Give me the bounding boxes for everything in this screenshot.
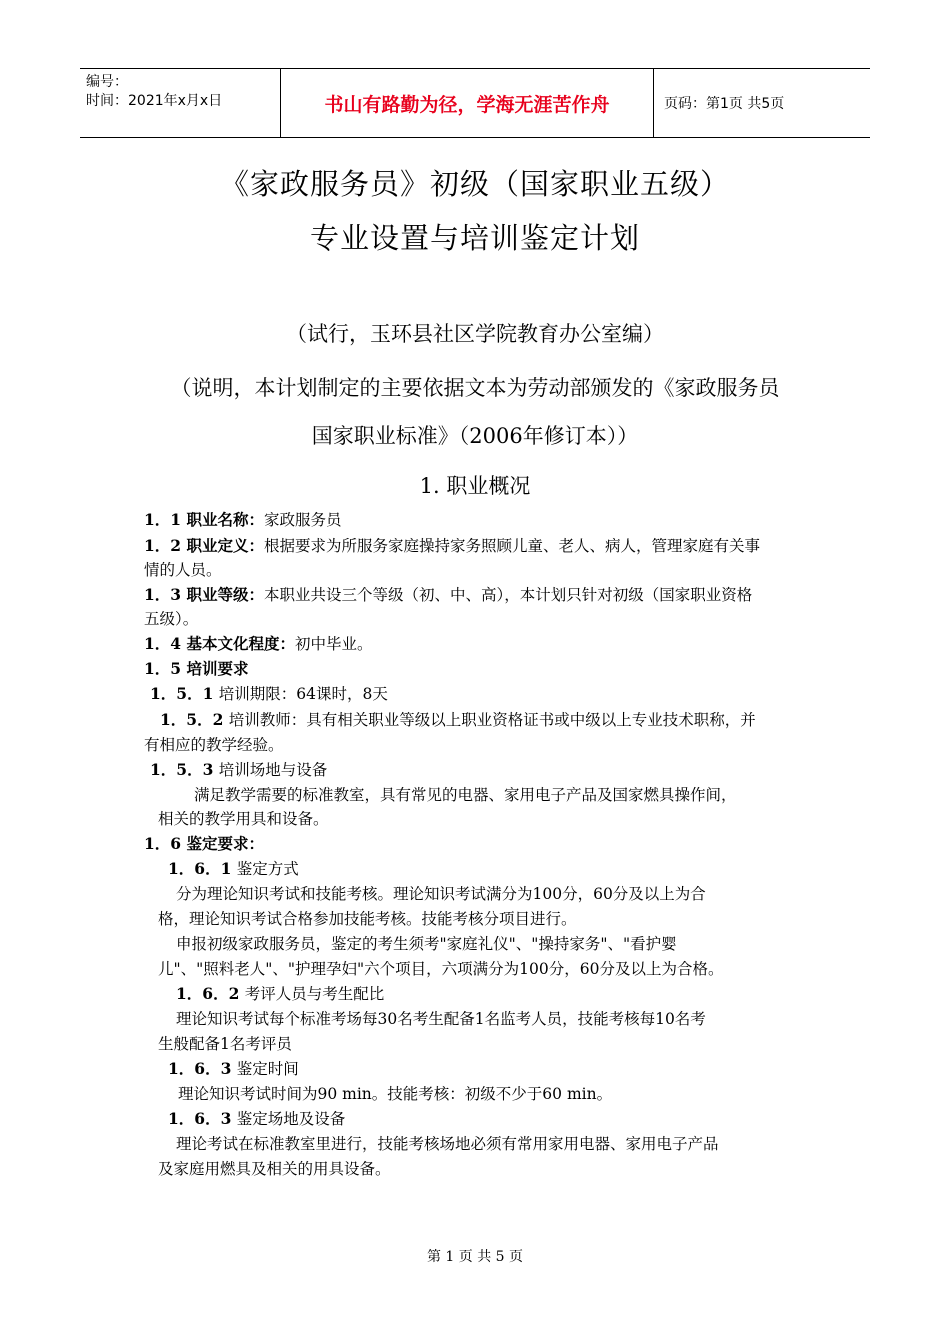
item-text: 初中毕业。 [294,635,373,653]
item-label: 1．5．1 [150,684,219,703]
item-1-6-3-b-body-b: 及家庭用燃具及相关的用具设备。 [158,1160,391,1178]
time-label: 时间：2021年x月x日 [86,93,223,109]
section-heading: 1. 职业概况 [419,474,531,498]
document-title-line2: 专业设置与培训鉴定计划 [309,221,640,255]
item-1-4 [144,632,372,654]
document-title-line1: 《家政服务员》初级（国家职业五级） [219,167,730,201]
item-text: 鉴定方式 [236,860,299,878]
header-meta [80,69,280,137]
item-text: 鉴定场地及设备 [236,1110,346,1128]
item-1-6-1 [168,857,299,879]
item-1-5: 1．5 培训要求 [144,659,249,678]
item-1-5-3-body-a: 满足教学需要的标准教室，具有常见的电器、家用电子产品及国家燃具操作间， [194,786,737,804]
item-1-6-2-body-a: 理论知识考试每个标准考场每30名考生配备1名监考人员，技能考核每10名考 [176,1010,706,1028]
item-text: 培训场地与设备 [218,761,328,779]
item-text: 鉴定时间 [236,1060,299,1078]
note-line-2: 国家职业标准》（2006年修订本）） [311,424,639,448]
header-page-info: 页码：第1页 共5页 [664,96,785,112]
page-header [80,68,870,138]
item-1-6-3-b [168,1107,345,1129]
item-1-6: 1．6 鉴定要求： [144,834,264,853]
item-1-3 [144,583,752,605]
item-1-6-2-body-b: 生般配备1名考评员 [158,1035,292,1053]
item-1-2-cont: 情的人员。 [144,561,222,579]
note-line-1: （说明，本计划制定的主要依据文本为劳动部颁发的《家政服务员 [170,376,780,400]
item-text: 家政服务员 [263,511,342,529]
item-label: 1．6．2 [176,984,245,1003]
item-text: 根据要求为所服务家庭操持家务照顾儿童、老人、病人，管理家庭有关事 [263,537,760,555]
item-1-6-1-body-b: 格，理论知识考试合格参加技能考核。技能考核分项目进行。 [158,910,577,928]
item-1-6-1-body-c: 申报初级家政服务员，鉴定的考生须考"家庭礼仪"、"操持家务"、"看护婴 [176,935,677,953]
item-1-5-3 [150,758,327,780]
subtitle: （试行，玉环县社区学院教育办公室编） [286,322,664,346]
page-footer: 第 1 页 共 5 页 [426,1249,524,1265]
item-1-6-3-a [168,1057,299,1079]
item-text: 培训期限：64课时，8天 [218,685,388,703]
item-1-6-3-b-body-a: 理论考试在标准教室里进行，技能考核场地必须有常用家用电器、家用电子产品 [176,1135,719,1153]
item-label: 1．2 职业定义： [144,536,264,555]
item-text: 本职业共设三个等级（初、中、高），本计划只针对初级（国家职业资格 [263,586,753,604]
item-label: 1．5．3 [150,760,219,779]
item-1-6-1-body-a: 分为理论知识考试和技能考核。理论知识考试满分为100分，60分及以上为合 [176,885,706,903]
item-1-2 [144,534,760,556]
item-1-6-1-body-d: 儿"、"照料老人"、"护理孕妇"六个项目，六项满分为100分，60分及以上为合格。 [158,960,724,978]
item-label: 1．1 职业名称： [144,510,264,529]
item-1-6-2 [176,982,384,1004]
item-text: 培训教师：具有相关职业等级以上职业资格证书或中级以上专业技术职称，并 [228,711,756,729]
item-1-1 [144,508,341,530]
item-label: 1．6．3 [168,1059,237,1078]
item-1-6-3-a-body: 理论知识考试时间为90 min。技能考核：初级不少于60 min。 [178,1085,613,1103]
item-label: 1．3 职业等级： [144,585,264,604]
number-label: 编号： [86,74,128,90]
header-motto: 书山有路勤为径，学海无涯苦作舟 [280,69,654,137]
item-1-5-2-cont: 有相应的教学经验。 [144,736,284,754]
item-1-5-3-body-b: 相关的教学用具和设备。 [158,810,329,828]
item-label: 1．6．3 [168,1109,237,1128]
item-label: 1．4 基本文化程度： [144,634,295,653]
item-label: 1．6．1 [168,859,237,878]
item-1-5-2 [160,708,756,730]
item-1-3-cont: 五级）。 [144,610,199,628]
item-label: 1．5．2 [160,710,229,729]
item-text: 考评人员与考生配比 [244,985,385,1003]
item-1-5-1 [150,682,388,704]
